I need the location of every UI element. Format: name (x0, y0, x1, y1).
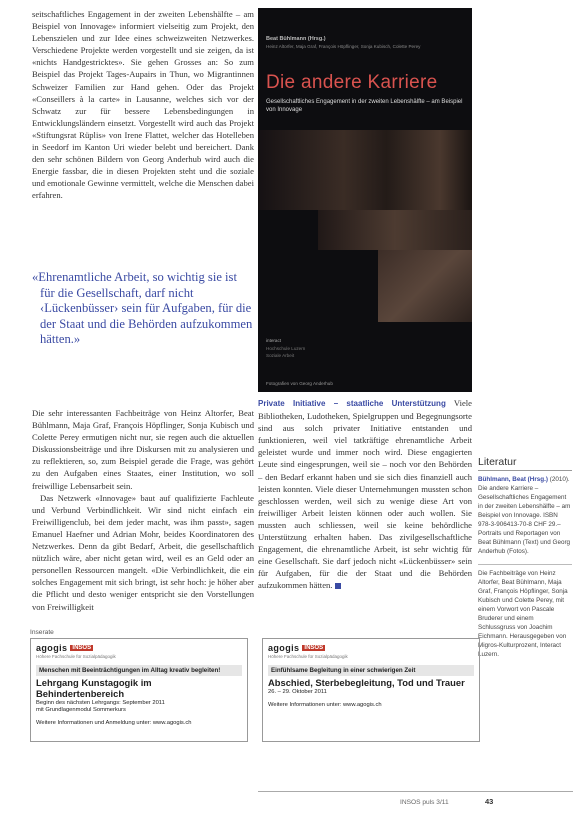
divider (258, 791, 573, 792)
literature-caption: Die Fachbeiträge von Heinz Altorfer, Beat Bühlmann, Maja Graf, François Höpflinger, Sonja Kubisch und Colette Perey, mit einem Vorwort von Pascale Bruderer und einem Schlussgruss von Joachim Eichmann. Herausgegeben von Migros-Kulturprozent, Interact Luzern. (478, 570, 568, 658)
logo-subtitle: Höhere Fachschule für Sozialpädagogik (268, 654, 348, 659)
cover-authors: Heinz Altorfer, Maja Graf, François Höpflinger, Sonja Kubisch, Colette Perey (266, 44, 421, 49)
ad-link[interactable]: Weitere Informationen unter: www.agogis.ch (268, 702, 382, 708)
cover-photo-credit: Fotografien von Georg Anderhub (266, 381, 333, 386)
cover-publisher: Soziale Arbeit (266, 353, 295, 358)
literature-author: Bühlmann, Beat (Hrsg.) (478, 476, 548, 483)
book-cover (258, 8, 472, 392)
sidebar-title: Literatur (478, 456, 517, 468)
ads-label: Inserate (30, 629, 54, 636)
end-mark-icon (335, 583, 341, 589)
divider (478, 470, 572, 471)
literature-sidebar (478, 456, 572, 659)
ad-tagline: Einfühlsame Begleitung in einer schwierigen Zeit (271, 667, 416, 674)
logo-subtitle: Höhere Fachschule für Sozialpädagogik (36, 654, 116, 659)
agogis-logo: agogis INSOS (268, 643, 324, 653)
body-paragraph: Das Netzwerk «Innovage» baut auf qualifizierte Fachleute und Verbund Verbindlichkeit. Wir sind nicht einfach ein Freiwilligenclub, bei dem jeder macht, was ihm passt», sagen Emanuel Haefner und Adrian Mohr, beides Koordinatoren des Netzwerkes. Denn da gibt Bedarf, Arbeit, die gesellschaftlich nützlich wäre, aber nicht getan wird, weil es an Geld oder an personellen Ressourcen mangelt. «Die Verbindlichkeit, die ein solches Engagement mit sich bringt, ist sehr hoch: je höher aber die Pflicht und desto weniger entspricht sie den Vorstellungen von Freiwilligkeit (32, 492, 254, 612)
advertisement (262, 638, 480, 742)
literature-details: (2010). Die andere Karriere – Gesellschaftliches Engagement in der zweiten Lebenshälfte – am Beispiel von Innovage. ISBN 978-3-906413-70-8 CHF 29.– Portraits und Reportagen von Beat Bühlmann (Text) und Georg Anderhub (Fotos). (478, 476, 571, 555)
body-paragraph: Die sehr interessanten Fachbeiträge von Heinz Altorfer, Beat Bühlmann, Maja Graf, François Höpflinger, Sonja Kubisch und Colette Perey ermutigen nicht nur, sie regen auch die aktuellen Diskussionsbeiträge und ihre Diskursen mit zu analysieren und zu reflektieren, so, zum Beispiel gerade die Frage, was gehört zu den Aufgaben eines Staates, einer Institution, wo soll freiwillige Lebensarbeit sein. (32, 408, 254, 491)
cover-publisher: Hochschule Luzern (266, 346, 306, 351)
ad-date: 26. – 29. Oktober 2011 (268, 689, 327, 695)
magazine-name: INSOS puls 3/11 (400, 799, 449, 806)
ad-band (268, 665, 474, 676)
ad-detail: mit Grundlagenmodul Sommerkurs (36, 707, 126, 713)
article-column-right (258, 397, 472, 592)
body-paragraph: Viele Bibliotheken, Ludotheken, Spielgruppen und Begegnungsorte sind aus solch privater Initiative entstanden und funktionieren, weil viel tatkräftige ehrenamtliche Arbeit geleistet wurde und immer noch wird. Diese engagierten Leute sind eingesprungen, weil sie – noch vor den Behörden – den Bedarf erkannt haben und sie sich dies finanziell auch leisten konnten. Viele dieser Unternehmungen mussten schon geschlossen werden, weil sich zu wenige diese Art von freiwilliger Arbeit leisten können oder auch wollen. Sie mussten auch schliessen, weil sie keine behördliche Unterstützung erhalten haben. Das zivilgesellschaftliche Engagement, die ehrenamtliche Arbeit, ist sehr wichtig für eine Gesellschaft. Sie darf jedoch nicht «Lückenbüsser» sein für Aufgaben, für die der Staat und die Behörden aufzukommen hätten. (258, 398, 472, 591)
article-column-top (32, 8, 254, 202)
cover-editor: Beat Bühlmann (Hrsg.) (266, 36, 326, 42)
ad-headline: Lehrgang Kunstagogik im Behindertenbereich (36, 677, 152, 699)
ad-date: Beginn des nächsten Lehrgangs: September 2011 (36, 700, 165, 706)
literature-entry (478, 475, 572, 556)
cover-title: Die andere Karriere (266, 72, 438, 93)
page-footer (400, 797, 575, 811)
divider (478, 564, 572, 565)
ad-tagline: Menschen mit Beeinträchtigungen im Alltag kreativ begleiten! (39, 667, 221, 674)
ad-headline: Abschied, Sterbebegleitung, Tod und Trauer (268, 677, 465, 688)
agogis-logo: agogis INSOS (36, 643, 92, 653)
cover-subtitle: Gesellschaftliches Engagement in der zweiten Lebenshälfte – am Beispiel von Innovage (266, 99, 463, 113)
body-paragraph: seitschaftliches Engagement in der zweiten Lebenshälfte – am Beispiel von Innovage» informiert vielseitig zum Projekt, den Lebenszielen und zur Idee eines schweizweiten Netzwerkes. Verschiedene Projekte werden vorgestellt und sie zeigen, da ist «nichts Handgestricktes». Sie gehen Grosses an: So zum Beispiel das Projekt Tages-Aupairs in Thun, wo Migrantinnen Schweizer Familien zur Hand gehen. Oder das Projekt «Conseillers à la carte» in Lausanne, welches sich vor der Schwatz zur für bessere Lebensbedingungen in Entwicklungsländern einsetzt. Vorgestellt wird auch das Projekt «Stiftungsrat Rüplis» von Irene Flattet, welcher das Hotelleben in Seedorf im Kanton Uri wieder belebt und bereichert. Dank den sehr schönen Bildern von Georg Anderhub wird auch die Energie fassbar, die in diesen Projekten steht und die soziale und emotionale Gewinne vermittelt, welche die Menschen dabei erfahren. (32, 9, 254, 201)
advertisement (30, 638, 248, 742)
cover-photo (318, 210, 472, 250)
cover-photo (258, 130, 472, 210)
cover-publisher: interact (266, 338, 282, 343)
ad-band (36, 665, 242, 676)
cover-photo (378, 250, 472, 322)
section-heading: Private Initiative – staatliche Unterstützung (258, 399, 446, 408)
pull-quote: «Ehrenamtliche Arbeit, so wichtig sie ist für die Gesellschaft, darf nicht ‹Lückenbüsser› sein für Aufgaben, für die der Staat und die Behörden aufzukommen hätten.» (32, 270, 253, 347)
page-number: 43 (485, 797, 494, 806)
article-column-bottom (32, 407, 254, 613)
ad-link[interactable]: Weitere Informationen und Anmeldung unter: www.agogis.ch (36, 720, 192, 726)
